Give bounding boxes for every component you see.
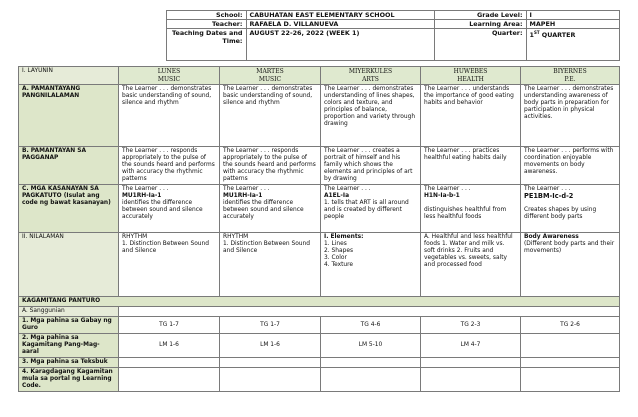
table-row — [19, 85, 620, 147]
cell-ii-thursday: A. Healthful and less healthful foods 1. Water and milk vs. soft drinks 2. Fruits and vegetables vs. sweets, salty and processed food — [421, 233, 521, 297]
tg-monday: TG 1-7 — [119, 317, 220, 334]
learning-area-label: Learning Area: — [434, 20, 526, 29]
quarter-suffix: ST — [533, 30, 540, 35]
cell-a-friday: The Learner . . . demonstrates understanding awareness of body parts in preparation for participation in physical activities. — [521, 85, 620, 147]
cell-a-thursday: The Learner . . . understands the importance of good eating habits and behavior — [421, 85, 521, 147]
col-wednesday-subject: ARTS — [362, 75, 379, 83]
cell-c-wednesday — [321, 185, 421, 233]
col-thursday-day: HUWEBES — [453, 68, 488, 75]
lesson-table — [18, 66, 620, 392]
lm-monday: LM 1-6 — [119, 334, 220, 358]
quarter-word: QUARTER — [541, 31, 576, 40]
row-label-competencies: C. MGA KASANAYAN SA PAGKATUTO (Isulat ang code ng bawat kasanayan) — [19, 185, 119, 233]
col-monday — [119, 67, 220, 85]
col-tuesday — [220, 67, 321, 85]
tb-wednesday — [321, 358, 421, 368]
lr-wednesday — [321, 368, 421, 392]
col-friday-subject: P.E. — [564, 75, 576, 83]
tb-tuesday — [220, 358, 321, 368]
table-row — [19, 368, 620, 392]
lm-tuesday: LM 1-6 — [220, 334, 321, 358]
ii-monday-detail: 1. Distinction Between Sound and Silence — [122, 241, 210, 254]
dates-label — [166, 29, 246, 61]
grade-level-value: I — [526, 11, 619, 20]
c-wednesday-intro: The Learner . . . — [324, 186, 371, 192]
c-friday-code: PE1BM-Ic-d-2 — [524, 192, 574, 200]
c-wednesday-text: 1. tells that ART is all around and is created by different people — [324, 200, 409, 220]
c-tuesday-text: identifies the difference between sound and silence accurately — [223, 200, 304, 220]
col-thursday — [421, 67, 521, 85]
row-label-content: II. NILALAMAN — [19, 233, 119, 297]
teacher-guide-label: 1. Mga pahina sa Gabay ng Guro — [19, 317, 119, 334]
table-row — [19, 334, 620, 358]
cell-a-monday: The Learner . . . demonstrates basic understanding of sound, silence and rhythm — [119, 85, 220, 147]
ii-tuesday-detail: 1. Distinction Between Sound and Silence — [223, 241, 311, 254]
table-row — [19, 358, 620, 368]
quarter-number: 1 — [529, 31, 534, 40]
col-tuesday-day: MARTES — [256, 68, 284, 75]
c-thursday-intro: The Learner . . . — [424, 186, 471, 192]
list-item: 1. Lines — [324, 241, 347, 247]
table-row — [19, 233, 620, 297]
lr-portal-label: 4. Karagdagang Kagamitan mula sa portal ng Learning Code. — [19, 368, 119, 392]
col-wednesday — [321, 67, 421, 85]
c-friday-text: Creates shapes by using different body parts — [524, 207, 597, 220]
learner-material-label: 2. Mga pahina sa Kagamitang Pang-Mag-aaral — [19, 334, 119, 358]
lr-tuesday — [220, 368, 321, 392]
list-item: 2. Shapes — [324, 248, 354, 254]
teacher-value: RAFAELA D. VILLANUEVA — [246, 20, 434, 29]
c-monday-intro: The Learner . . . — [122, 186, 169, 192]
col-tuesday-subject: MUSIC — [258, 75, 282, 83]
grade-level-label: Grade Level: — [434, 11, 526, 20]
lm-friday — [521, 334, 620, 358]
references-cell — [119, 307, 620, 317]
table-row — [19, 185, 620, 233]
c-friday-intro: The Learner . . . — [524, 186, 571, 192]
c-monday-code: MU1RH-Ia-1 — [122, 193, 162, 199]
cell-a-tuesday: The Learner . . . demonstrates basic understanding of sound, silence and rhythm — [220, 85, 321, 147]
tg-friday: TG 2-6 — [521, 317, 620, 334]
cell-b-thursday: The Learner . . . practices healthful eating habits daily — [421, 147, 521, 185]
col-thursday-subject: HEALTH — [457, 75, 484, 83]
cell-a-wednesday: The Learner . . . demonstrates understanding of lines shapes, colors and texture, and principles of balance, proportion and variety through drawing — [321, 85, 421, 147]
ii-monday-topic: RHYTHM — [122, 234, 148, 240]
col-monday-subject: MUSIC — [157, 75, 181, 83]
col-objectives: I. LAYUNIN — [19, 67, 119, 85]
references-label: A. Sanggunian — [19, 307, 119, 317]
tb-friday — [521, 358, 620, 368]
teacher-label: Teacher: — [166, 20, 246, 29]
table-row — [19, 317, 620, 334]
learning-area-value: MAPEH — [526, 20, 619, 29]
c-monday-text: identifies the difference between sound and silence accurately — [122, 200, 203, 220]
table-row — [19, 307, 620, 317]
quarter-label: Quarter: — [434, 29, 526, 61]
cell-ii-tuesday — [220, 233, 321, 297]
cell-b-wednesday: The Learner . . . creates a portrait of himself and his family which shows the elements and principles of art by drawing — [321, 147, 421, 185]
list-item: 4. Texture — [324, 262, 354, 268]
ii-tuesday-topic: RHYTHM — [223, 234, 249, 240]
c-thursday-code: H1N-Ia-b-1 — [424, 193, 460, 199]
tb-thursday — [421, 358, 521, 368]
list-item: 3. Color — [324, 255, 347, 261]
dates-label-line-1: Teaching Dates and — [171, 29, 243, 37]
col-wednesday-day: MIYERKULES — [348, 68, 393, 75]
col-friday-day: BIYERNES — [553, 68, 587, 75]
table-row — [19, 147, 620, 185]
lr-monday — [119, 368, 220, 392]
dates-value: AUGUST 22-26, 2022 (WEEK 1) — [246, 29, 434, 61]
school-label: School: — [166, 11, 246, 20]
c-tuesday-code: MU1RH-Ia-1 — [223, 193, 263, 199]
ii-wednesday-topic: I. Elements: — [324, 234, 364, 240]
lr-thursday — [421, 368, 521, 392]
c-thursday-text: distinguishes healthful from less healthful foods — [424, 207, 507, 220]
tg-thursday: TG 2-3 — [421, 317, 521, 334]
header-table — [18, 10, 620, 61]
cell-b-tuesday: The Learner . . . responds appropriately to the pulse of the sounds heard and performs with accuracy the rhythmic patterns — [220, 147, 321, 185]
col-monday-day: LUNES — [157, 68, 181, 75]
table-row — [19, 297, 620, 307]
table-header-row — [19, 67, 620, 85]
cell-c-friday — [521, 185, 620, 233]
tg-tuesday: TG 1-7 — [220, 317, 321, 334]
cell-b-friday: The Learner . . . performs with coordination enjoyable movements on body awareness. — [521, 147, 620, 185]
ii-friday-detail: (Different body parts and their movements) — [524, 241, 615, 254]
quarter-value — [526, 29, 619, 61]
lr-friday — [521, 368, 620, 392]
c-wednesday-code: A1EL-Ia — [324, 193, 350, 199]
row-label-performance-standard: B. PAMANTAYAN SA PAGGANAP — [19, 147, 119, 185]
cell-b-monday: The Learner . . . responds appropriately to the pulse of the sounds heard and performs with accuracy the rhythmic patterns — [119, 147, 220, 185]
ii-friday-topic: Body Awareness — [524, 234, 579, 240]
textbook-label: 3. Mga pahina sa Teksbuk — [19, 358, 119, 368]
cell-c-tuesday — [220, 185, 321, 233]
row-label-content-standard: A. PAMANTAYANG PANGNILALAMAN — [19, 85, 119, 147]
dates-label-line-2: Time: — [222, 37, 243, 45]
cell-c-monday — [119, 185, 220, 233]
col-friday — [521, 67, 620, 85]
tg-wednesday: TG 4-6 — [321, 317, 421, 334]
materials-heading: KAGAMITANG PANTURO — [19, 297, 620, 307]
cell-ii-monday — [119, 233, 220, 297]
c-tuesday-intro: The Learner . . . — [223, 186, 270, 192]
cell-ii-wednesday — [321, 233, 421, 297]
cell-c-thursday — [421, 185, 521, 233]
cell-ii-friday — [521, 233, 620, 297]
tb-monday — [119, 358, 220, 368]
school-value: CABUHATAN EAST ELEMENTARY SCHOOL — [246, 11, 434, 20]
lm-wednesday: LM 5-10 — [321, 334, 421, 358]
lm-thursday: LM 4-7 — [421, 334, 521, 358]
